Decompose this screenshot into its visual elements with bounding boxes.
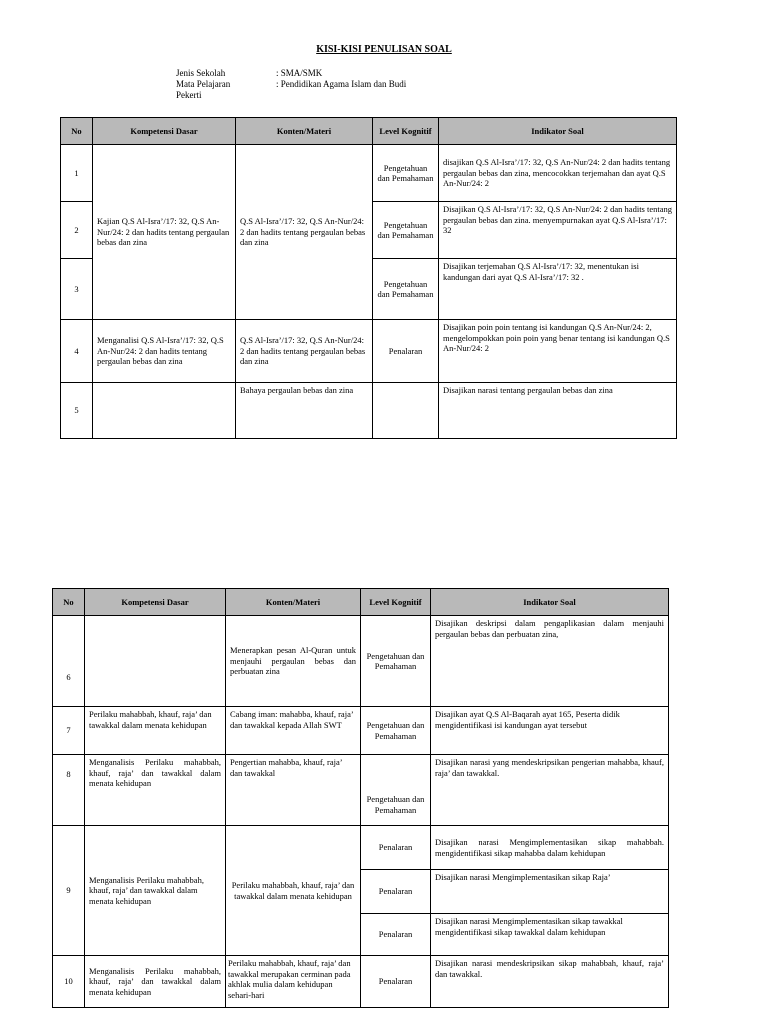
konten-materi-cell: Cabang iman: mahabba, khauf, raja’ dan tawakkal kepada Allah SWT — [226, 707, 361, 755]
kompetensi-dasar-cell — [93, 383, 236, 439]
row-number: 9 — [53, 826, 85, 956]
level-kognitif-cell: Pengetahuan dan Pemahaman — [373, 202, 439, 259]
kompetensi-dasar-cell: Menganalisis Perilaku mahabbah, khauf, raja’ dan tawakkal dalam menata kehidupan — [85, 755, 226, 826]
document-meta — [176, 68, 406, 101]
table-row — [53, 826, 669, 870]
page-title: KISI-KISI PENULISAN SOAL — [316, 44, 452, 55]
table-row — [53, 707, 669, 755]
level-kognitif-cell: Penalaran — [361, 956, 431, 1008]
row-number: 6 — [53, 616, 85, 707]
table-row — [61, 383, 677, 439]
level-kognitif-cell: Pengetahuan dan Pemahaman — [361, 616, 431, 707]
meta-value: : Pendidikan Agama Islam dan Budi — [276, 79, 407, 89]
kompetensi-dasar-cell: Kajian Q.S Al-Isra’/17: 32, Q.S An-Nur/24: 2 dan hadits tentang pergaulan bebas dan zina — [93, 145, 236, 320]
header-no: No — [61, 118, 93, 145]
kisi-kisi-table-1 — [60, 117, 677, 439]
header-konten-materi: Konten/Materi — [226, 589, 361, 616]
table-row — [53, 755, 669, 826]
level-kognitif-cell: Pengetahuan dan Pemahaman — [361, 755, 431, 826]
meta-label: Jenis Sekolah — [176, 68, 226, 78]
table-header-row — [61, 118, 677, 145]
row-number: 10 — [53, 956, 85, 1008]
meta-row-school — [176, 68, 406, 79]
header-no: No — [53, 589, 85, 616]
indikator-soal-cell: Disajikan poin poin tentang isi kandungan Q.S An-Nur/24: 2, mengelompokkan poin poin yang benar tentang isi kandungan Q.S An-Nur/24: 2 — [439, 320, 677, 383]
level-kognitif-cell — [373, 383, 439, 439]
level-kognitif-cell: Penalaran — [361, 914, 431, 956]
konten-materi-cell: Pengertian mahabba, khauf, raja’ dan tawakkal — [226, 755, 361, 826]
indikator-soal-cell: Disajikan Q.S Al-Isra’/17: 32, Q.S An-Nur/24: 2 dan hadits tentang pergaulan bebas dan zina. menyempurnakan ayat Q.S Al-Isra’/17: 32 — [439, 202, 677, 259]
kompetensi-dasar-cell: Perilaku mahabbah, khauf, raja’ dan tawakkal dalam menata kehidupan — [85, 707, 226, 755]
konten-materi-cell: Perilaku mahabbah, khauf, raja’ dan tawakkal dalam menata kehidupan — [226, 826, 361, 956]
indikator-soal-cell: Disajikan narasi Mengimplementasikan sikap tawakkal mengidentifikasi sikap tawakkal dalam kehidupan — [431, 914, 669, 956]
indikator-soal-cell: Disajikan terjemahan Q.S Al-Isra’/17: 32, menentukan isi kandungan dari ayat Q.S Al-Isra’/17: 32 . — [439, 259, 677, 320]
level-kognitif-cell: Pengetahuan dan Pemahaman — [373, 145, 439, 202]
meta-row-subject-cont — [176, 90, 406, 101]
kompetensi-dasar-cell — [85, 616, 226, 707]
header-indikator-soal: Indikator Soal — [431, 589, 669, 616]
level-kognitif-cell: Penalaran — [373, 320, 439, 383]
indikator-soal-cell: Disajikan narasi Mengimplementasikan sikap mahabbah. mengidentifikasi sikap mahabba dalam kehidupan — [431, 826, 669, 870]
row-number: 7 — [53, 707, 85, 755]
konten-materi-cell: Q.S Al-Isra’/17: 32, Q.S An-Nur/24: 2 dan hadits tentang pergaulan bebas dan zina — [236, 320, 373, 383]
level-kognitif-cell: Penalaran — [361, 826, 431, 870]
konten-materi-cell: Bahaya pergaulan bebas dan zina — [236, 383, 373, 439]
header-level-kognitif: Level Kognitif — [373, 118, 439, 145]
row-number: 5 — [61, 383, 93, 439]
header-konten-materi: Konten/Materi — [236, 118, 373, 145]
indikator-soal-cell: Disajikan ayat Q.S Al-Baqarah ayat 165, Peserta didik mengidentifikasi isi kandungan ayat tersebut — [431, 707, 669, 755]
meta-value: : SMA/SMK — [276, 68, 323, 78]
indikator-soal-cell: Disajikan narasi yang mendeskripsikan pengerian mahabba, khauf, raja’ dan tawakkal. — [431, 755, 669, 826]
indikator-soal-cell: Disajikan narasi mendeskripsikan sikap mahabbah, khauf, raja’ dan tawakkal. — [431, 956, 669, 1008]
level-kognitif-cell: Penalaran — [361, 870, 431, 914]
table-row — [53, 956, 669, 1008]
row-number: 4 — [61, 320, 93, 383]
meta-row-subject — [176, 79, 406, 90]
kompetensi-dasar-cell: Menganalisi Q.S Al-Isra’/17: 32, Q.S An-Nur/24: 2 dan hadits tentang pergaulan bebas dan zina — [93, 320, 236, 383]
konten-materi-cell: Perilaku mahabbah, khauf, raja’ dan tawakkal merupakan cerminan pada akhlak mulia dalam kehidupan sehari-hari — [226, 956, 361, 1008]
kisi-kisi-table-2 — [52, 588, 669, 1008]
row-number: 3 — [61, 259, 93, 320]
header-indikator-soal: Indikator Soal — [439, 118, 677, 145]
meta-label: Mata Pelajaran — [176, 79, 231, 89]
header-level-kognitif: Level Kognitif — [361, 589, 431, 616]
meta-label: Pekerti — [176, 90, 202, 100]
table-row — [61, 320, 677, 383]
konten-materi-cell: Menerapkan pesan Al-Quran untuk menjauhi pergaulan bebas dan perbuatan zina — [226, 616, 361, 707]
row-number: 1 — [61, 145, 93, 202]
row-number: 2 — [61, 202, 93, 259]
level-kognitif-cell: Pengetahuan dan Pemahaman — [373, 259, 439, 320]
level-kognitif-cell: Pengetahuan dan Pemahaman — [361, 707, 431, 755]
konten-materi-cell: Q.S Al-Isra’/17: 32, Q.S An-Nur/24: 2 dan hadits tentang pergaulan bebas dan zina — [236, 145, 373, 320]
row-number: 8 — [53, 755, 85, 826]
kompetensi-dasar-cell: Menganalisis Perilaku mahabbah, khauf, raja’ dan tawakkal dalam menata kehidupan — [85, 956, 226, 1008]
table-row — [61, 145, 677, 202]
header-kompetensi-dasar: Kompetensi Dasar — [93, 118, 236, 145]
table-row — [53, 616, 669, 707]
indikator-soal-cell: disajikan Q.S Al-Isra’/17: 32, Q.S An-Nur/24: 2 dan hadits tentang pergaulan bebas dan zina, mencocokkan terjemahan dan ayat Q.S An-Nur/24: 2 — [439, 145, 677, 202]
indikator-soal-cell: Disajikan narasi Mengimplementasikan sikap Raja’ — [431, 870, 669, 914]
kompetensi-dasar-cell: Menganalisis Perilaku mahabbah, khauf, raja’ dan tawakkal dalam menata kehidupan — [85, 826, 226, 956]
header-kompetensi-dasar: Kompetensi Dasar — [85, 589, 226, 616]
table-header-row — [53, 589, 669, 616]
indikator-soal-cell: Disajikan narasi tentang pergaulan bebas dan zina — [439, 383, 677, 439]
indikator-soal-cell: Disajikan deskripsi dalam pengaplikasian dalam menjauhi pergaulan bebas dan perbuatan zina, — [431, 616, 669, 707]
